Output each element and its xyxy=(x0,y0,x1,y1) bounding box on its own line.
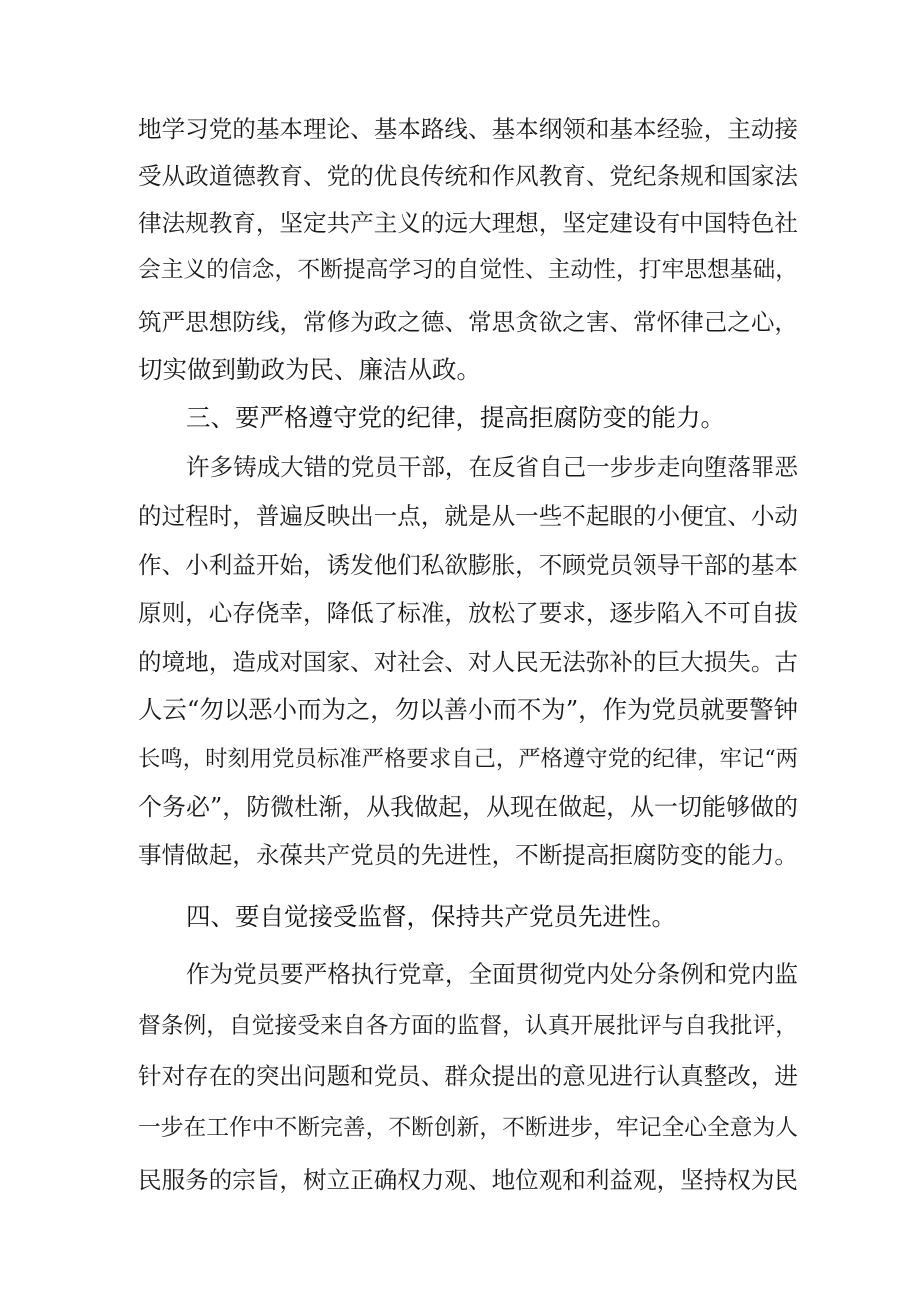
paragraph-line: 一步在工作中不断完善，不断创新，不断进步，牢记全心全意为人 xyxy=(138,1115,798,1141)
paragraph-line: 受从政道德教育、党的优良传统和作风教育、党纪条规和国家法 xyxy=(138,162,798,190)
paragraph-line: 针对存在的突出问题和党员、群众提出的意见进行认真整改，进 xyxy=(138,1062,798,1090)
paragraph-line: 作为党员要严格执行党章，全面贯彻党内处分条例和党内监 xyxy=(186,960,798,988)
paragraph-line: 筑严思想防线，常修为政之德、常思贪欲之害、常怀律己之心， xyxy=(138,308,798,336)
paragraph-line: 人云“勿以恶小而为之，勿以善小而不为”，作为党员就要警钟 xyxy=(138,695,798,724)
paragraph-line: 长鸣，时刻用党员标准严格要求自己，严格遵守党的纪律，牢记“两 xyxy=(138,746,798,772)
paragraph-line: 地学习党的基本理论、基本路线、基本纲领和基本经验，主动接 xyxy=(138,115,798,143)
paragraph-line: 民服务的宗旨，树立正确权力观、地位观和利益观，坚持权为民 xyxy=(138,1166,798,1194)
paragraph-line: 律法规教育，坚定共产主义的远大理想，坚定建设有中国特色社 xyxy=(138,209,798,237)
paragraph-line: 许多铸成大错的党员干部，在反省自己一步步走向堕落罪恶 xyxy=(186,453,798,481)
paragraph-line: 的过程时，普遍反映出一点，就是从一些不起眼的小便宜、小动 xyxy=(138,502,798,530)
paragraph-line: 作、小利益开始，诱发他们私欲膨胀，不顾党员领导干部的基本 xyxy=(138,551,798,579)
paragraph-line: 会主义的信念，不断提高学习的自觉性、主动性，打牢思想基础， xyxy=(138,257,798,283)
paragraph-line: 的境地，造成对国家、对社会、对人民无法弥补的巨大损失。古 xyxy=(138,648,798,676)
paragraph-line: 个务必”，防微杜渐，从我做起，从现在做起，从一切能够做的 xyxy=(138,793,798,821)
section-heading-3: 三、要严格遵守党的纪律，提高拒腐防变的能力。 xyxy=(186,403,725,432)
paragraph-line: 原则，心存侥幸，降低了标准，放松了要求，逐步陷入不可自拔 xyxy=(138,599,798,627)
paragraph-line: 事情做起，永葆共产党员的先进性，不断提高拒腐防变的能力。 xyxy=(138,841,798,869)
section-heading-4: 四、要自觉接受监督，保持共产党员先进性。 xyxy=(186,902,676,931)
paragraph-line: 督条例，自觉接受来自各方面的监督，认真开展批评与自我批评， xyxy=(138,1013,798,1039)
paragraph-line: 切实做到勤政为民、廉洁从政。 xyxy=(138,355,481,384)
